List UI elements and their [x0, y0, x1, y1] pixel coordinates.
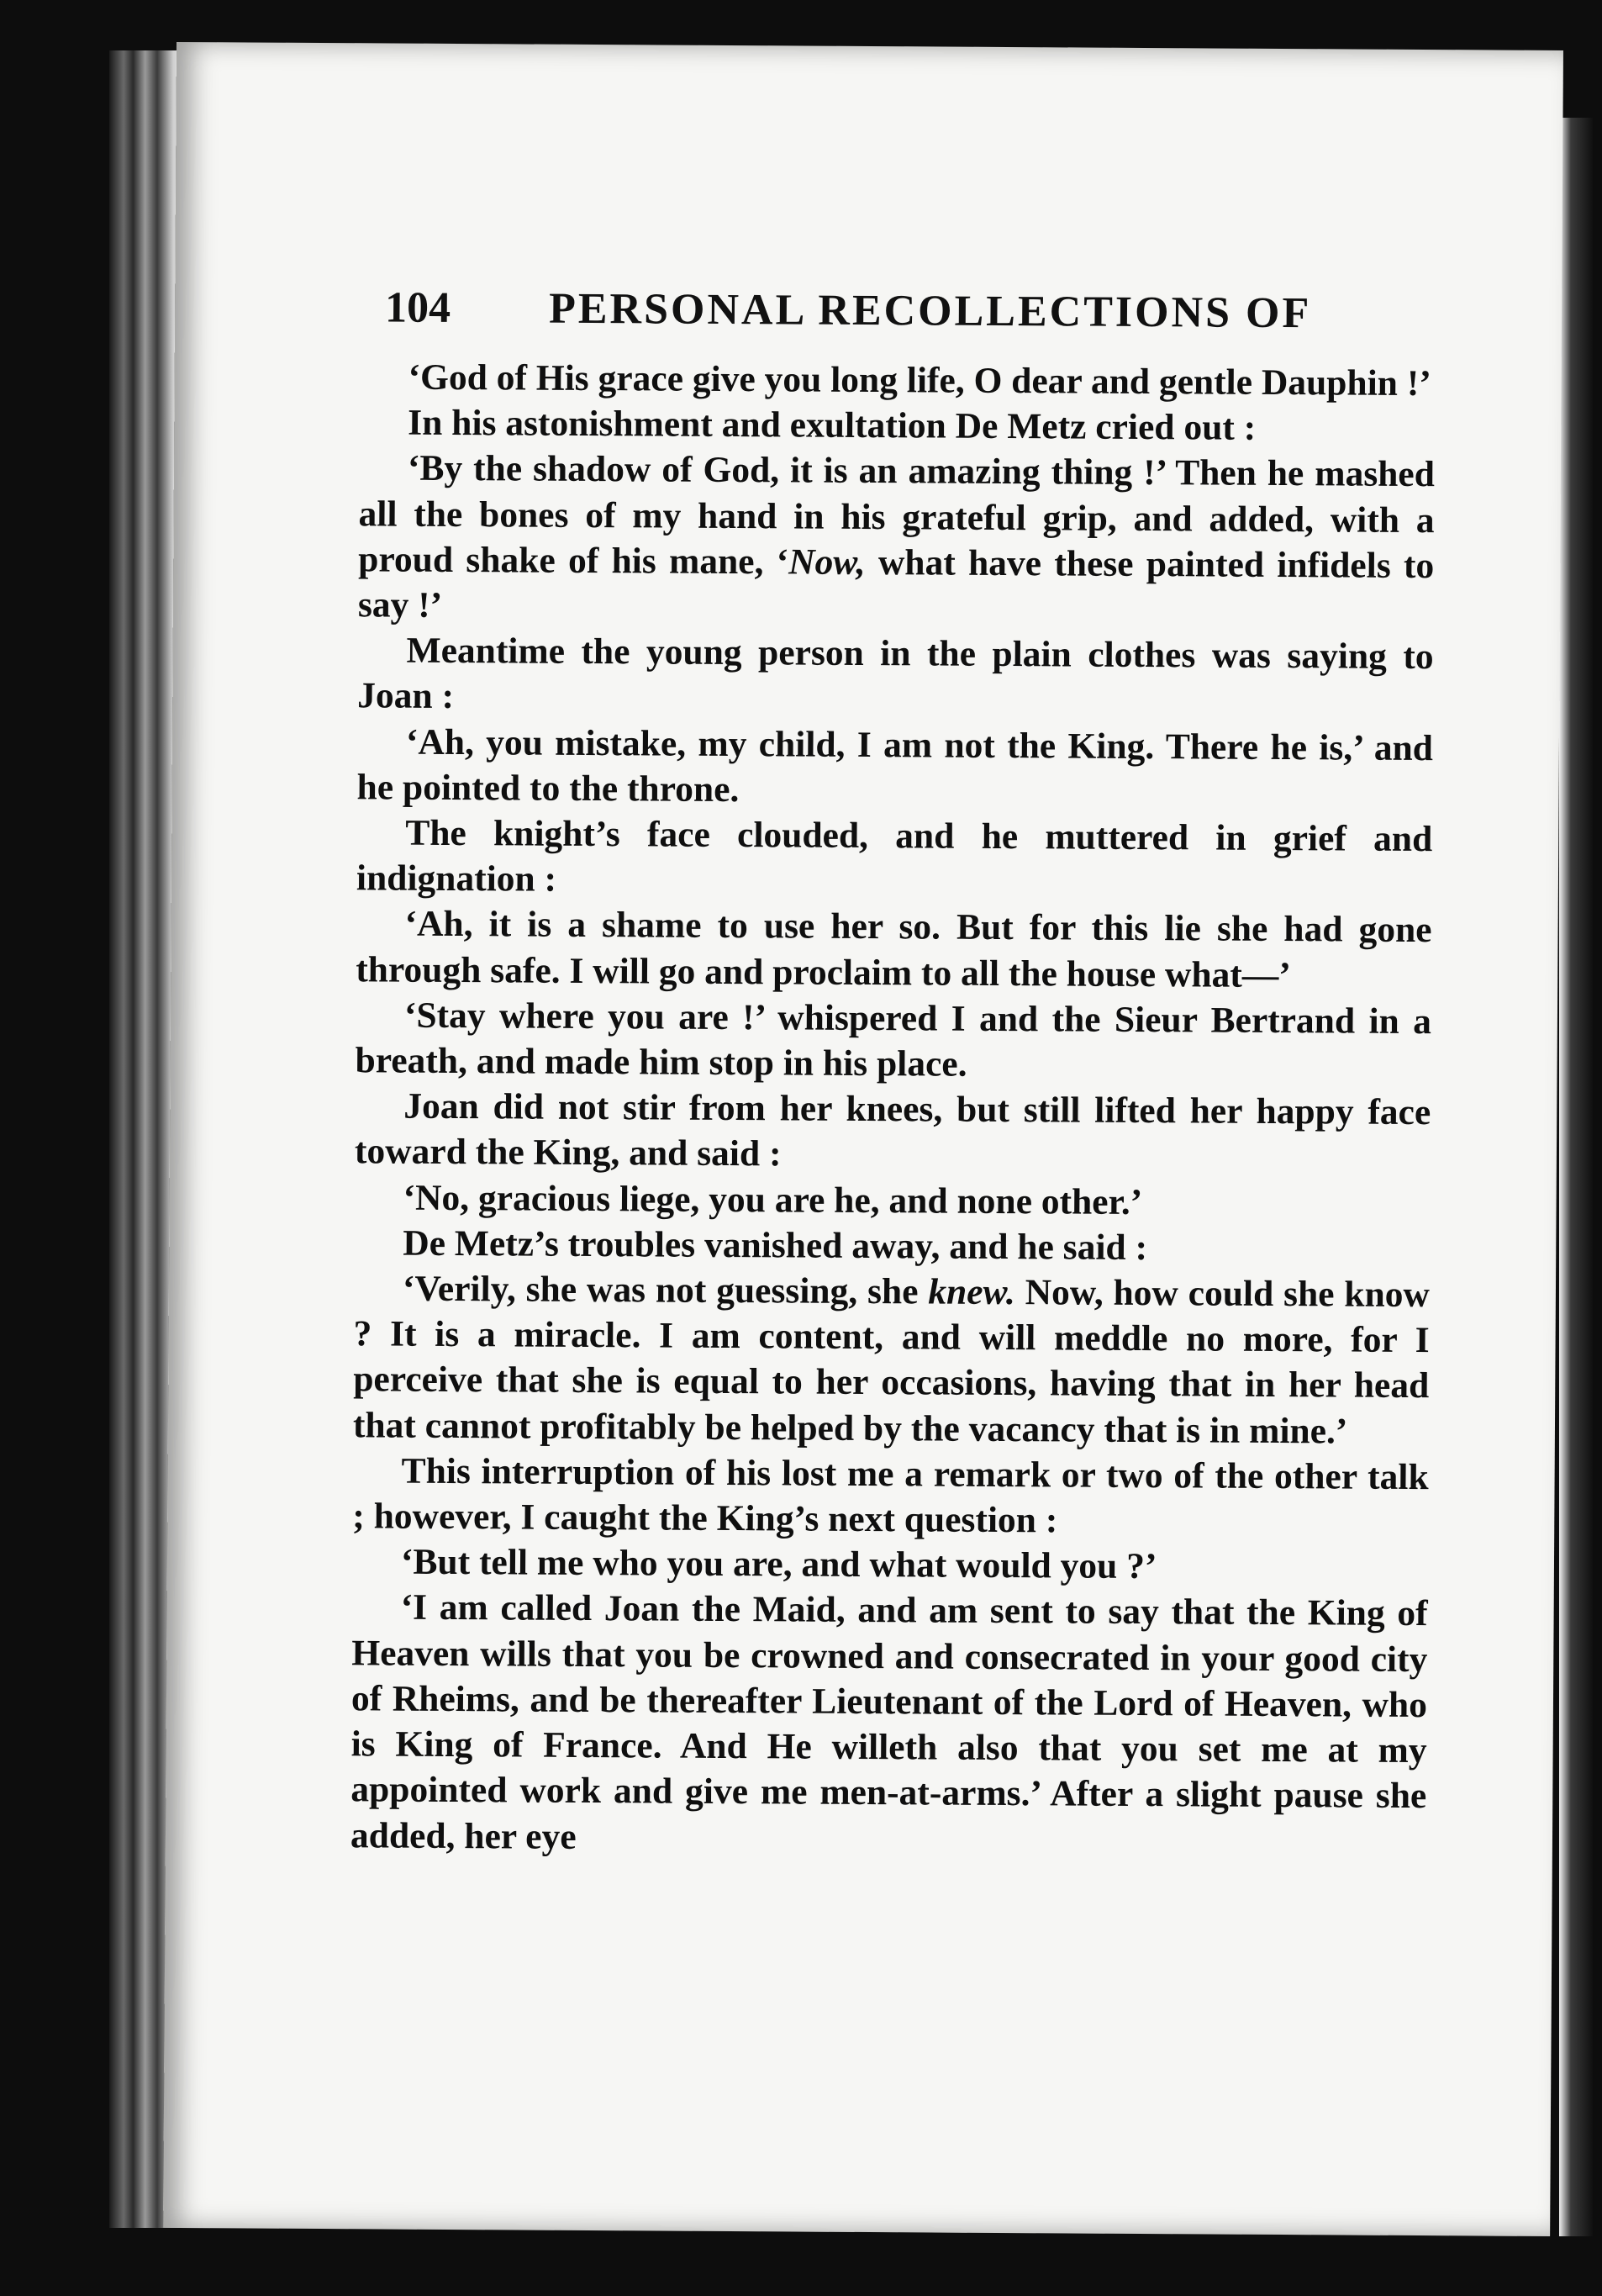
paragraph-text: what have these painted infidels to say !’ — [357, 541, 1435, 625]
paragraph-text: Now, how could she know ? It is a miracle. I am content, and will meddle no more, for I perceive that she is equal to her occasions, having that in her head that cannot profitably be helped by the vacancy that is in mine.’ — [352, 1272, 1431, 1452]
paragraph-text: ‘Verily, she was not guessing, she — [402, 1268, 929, 1312]
italic-text: Now, — [788, 541, 866, 583]
paragraph: Meantime the young person in the plain clothes was saying to Joan : — [357, 630, 1434, 717]
paragraph — [353, 1265, 1430, 1454]
paragraph: ‘No, gracious liege, you are he, and none other.’ — [403, 1177, 1143, 1222]
paragraph: ‘Stay where you are !’ whispered I and the Sieur Bertrand in a breath, and made him stop in his place. — [355, 995, 1432, 1085]
paragraph: This interruption of his lost me a remark or two of the other talk ; however, I caught the King’s next question : — [352, 1450, 1429, 1541]
page-right-edge — [1559, 118, 1593, 2236]
paragraph — [358, 446, 1435, 635]
paragraph: Joan did not stir from her knees, but still lifted her happy face toward the King, and said : — [354, 1085, 1431, 1174]
paragraph: The knight’s face clouded, and he muttered in grief and indignation : — [356, 812, 1433, 900]
paragraph: ‘Ah, it is a shame to use her so. But for this lie she had gone through safe. I will go and proclaim to all the house what—’ — [356, 904, 1432, 995]
page-number: 104 — [384, 283, 451, 332]
paragraph-text: ‘By the shadow of God, it is an amazing thing !’ Then he mashed all the bones of my hand in his grateful grip, and added, with a proud shake of his mane, ‘ — [358, 448, 1436, 583]
italic-text: knew. — [928, 1271, 1015, 1313]
running-head: PERSONAL RECOLLECTIONS OF — [548, 284, 1312, 338]
book-page — [163, 42, 1563, 2236]
page-header — [385, 282, 1436, 348]
paragraph: ‘I am called Joan the Maid, and am sent to say that the King of Heaven wills that you be crowned and consecrated in your good city of Rheims, and be thereafter Lieutenant of the Lord of Heaven, who is King of France. And He willeth also that you set me at my appointed work and give me men-at-arms.’ After a slight pause she added, her eye — [350, 1587, 1428, 1857]
paragraph: In his astonishment and exultation De Metz cried out : — [408, 402, 1257, 449]
paragraph: De Metz’s troubles vanished away, and he said : — [403, 1222, 1148, 1268]
body-text — [350, 354, 1436, 1864]
paragraph: ‘But tell me who you are, and what would you ?’ — [400, 1541, 1157, 1587]
paragraph: ‘God of His grace give you long life, O dear and gentle Dauphin !’ — [408, 356, 1431, 404]
paragraph: ‘Ah, you mistake, my child, I am not the King. There he is,’ and he pointed to the throne. — [356, 721, 1434, 810]
